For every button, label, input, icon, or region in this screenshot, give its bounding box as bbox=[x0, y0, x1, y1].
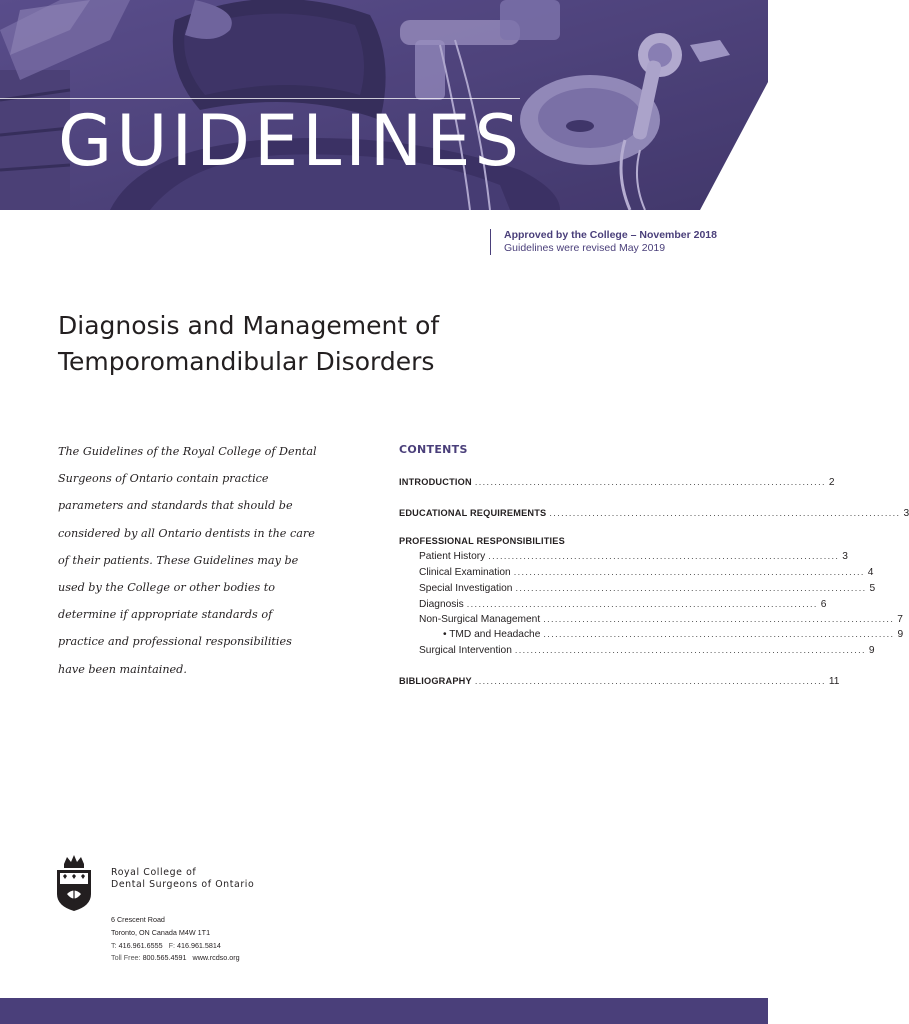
approval-note bbox=[490, 229, 717, 255]
title-line-1: Diagnosis and Management of bbox=[58, 311, 440, 340]
title-line-2: Temporomandibular Disorders bbox=[58, 347, 435, 376]
contents-heading: CONTENTS bbox=[399, 443, 468, 456]
revision-date: Guidelines were revised May 2019 bbox=[504, 242, 666, 254]
toc-introduction[interactable] bbox=[399, 475, 835, 490]
banner-title: GUIDELINES bbox=[58, 100, 523, 182]
toc-bibliography[interactable] bbox=[399, 674, 840, 689]
footer-bar bbox=[0, 998, 768, 1024]
toc-label: EDUCATIONAL REQUIREMENTS bbox=[399, 508, 547, 518]
document-title bbox=[58, 308, 698, 380]
toc-leader: .......................................................................................... bbox=[543, 614, 895, 624]
toc-leader: .......................................................................................... bbox=[549, 508, 901, 518]
toc-label: Clinical Examination bbox=[419, 567, 511, 578]
toc-special-investigation[interactable] bbox=[399, 581, 876, 596]
organization-name bbox=[111, 867, 254, 891]
toc-educational-requirements[interactable] bbox=[399, 506, 909, 521]
toc-leader: .......................................................................................... bbox=[488, 551, 840, 561]
header-banner bbox=[0, 0, 768, 210]
approval-date: Approved by the College – November 2018 bbox=[504, 229, 717, 241]
tollfree-line bbox=[111, 952, 240, 965]
address-line-2: Toronto, ON Canada M4W 1T1 bbox=[111, 927, 211, 937]
toc-label: BIBLIOGRAPHY bbox=[399, 676, 472, 686]
toc-page: 9 bbox=[897, 629, 904, 640]
org-name-line-1: Royal College of bbox=[111, 867, 197, 878]
fax-label: F: bbox=[168, 940, 175, 950]
phone-line bbox=[111, 940, 240, 953]
toc-page: 4 bbox=[867, 567, 874, 578]
org-name-line-2: Dental Surgeons of Ontario bbox=[111, 879, 255, 890]
toc-professional-heading: PROFESSIONAL RESPONSIBILITIES bbox=[399, 536, 565, 546]
toc-leader: .......................................................................................... bbox=[474, 676, 826, 686]
toc-label: Non-Surgical Management bbox=[419, 614, 541, 625]
toc-page: 11 bbox=[828, 676, 840, 687]
toc-leader: .......................................................................................... bbox=[466, 599, 818, 609]
toc-surgical-intervention[interactable] bbox=[399, 643, 875, 658]
website-link[interactable]: www.rcdso.org bbox=[192, 953, 240, 963]
toc-page: 5 bbox=[869, 583, 876, 594]
toc-page: 7 bbox=[897, 614, 903, 625]
toc-non-surgical-management[interactable] bbox=[399, 612, 903, 627]
toc-label: Patient History bbox=[419, 551, 486, 562]
toc-patient-history[interactable] bbox=[399, 549, 848, 564]
contact-block bbox=[111, 914, 240, 965]
rcdso-crest-logo bbox=[55, 854, 93, 912]
toc-leader: .......................................................................................... bbox=[543, 629, 895, 639]
fax-number: 416.961.5814 bbox=[176, 940, 221, 950]
tollfree-number: 800.565.4591 bbox=[142, 953, 187, 963]
table-of-contents bbox=[399, 440, 909, 687]
toc-label: INTRODUCTION bbox=[399, 477, 472, 487]
toc-label: • TMD and Headache bbox=[443, 629, 541, 640]
intro-paragraph: The Guidelines of the Royal College of Dental Surgeons of Ontario contain practice parameters and standards that should be considered by all Ontario dentists in the care of their patients. These Guidelines may be used by the College or other bodies to determine if appropriate standards of practice and professional responsibilities have been maintained. bbox=[58, 445, 317, 676]
toc-leader: .......................................................................................... bbox=[515, 583, 867, 593]
address-line-1: 6 Crescent Road bbox=[111, 915, 165, 924]
toc-leader: .......................................................................................... bbox=[513, 567, 865, 577]
toc-label: Diagnosis bbox=[419, 599, 464, 610]
tel-number: 416.961.6555 bbox=[118, 940, 163, 950]
toc-page: 3 bbox=[903, 508, 909, 519]
toc-label: Surgical Intervention bbox=[419, 645, 512, 656]
tollfree-label: Toll Free: bbox=[111, 953, 141, 963]
toc-page: 3 bbox=[842, 551, 848, 562]
toc-clinical-examination[interactable] bbox=[399, 565, 874, 580]
toc-leader: .......................................................................................... bbox=[514, 645, 866, 655]
toc-page: 2 bbox=[828, 477, 835, 488]
tel-label: T: bbox=[111, 940, 117, 950]
banner-divider bbox=[0, 98, 520, 99]
toc-tmd-headache[interactable] bbox=[399, 627, 904, 642]
toc-page: 6 bbox=[820, 599, 827, 610]
toc-page: 9 bbox=[868, 645, 875, 656]
toc-label: Special Investigation bbox=[419, 583, 513, 594]
toc-leader: .......................................................................................... bbox=[474, 477, 826, 487]
toc-diagnosis[interactable] bbox=[399, 597, 827, 612]
